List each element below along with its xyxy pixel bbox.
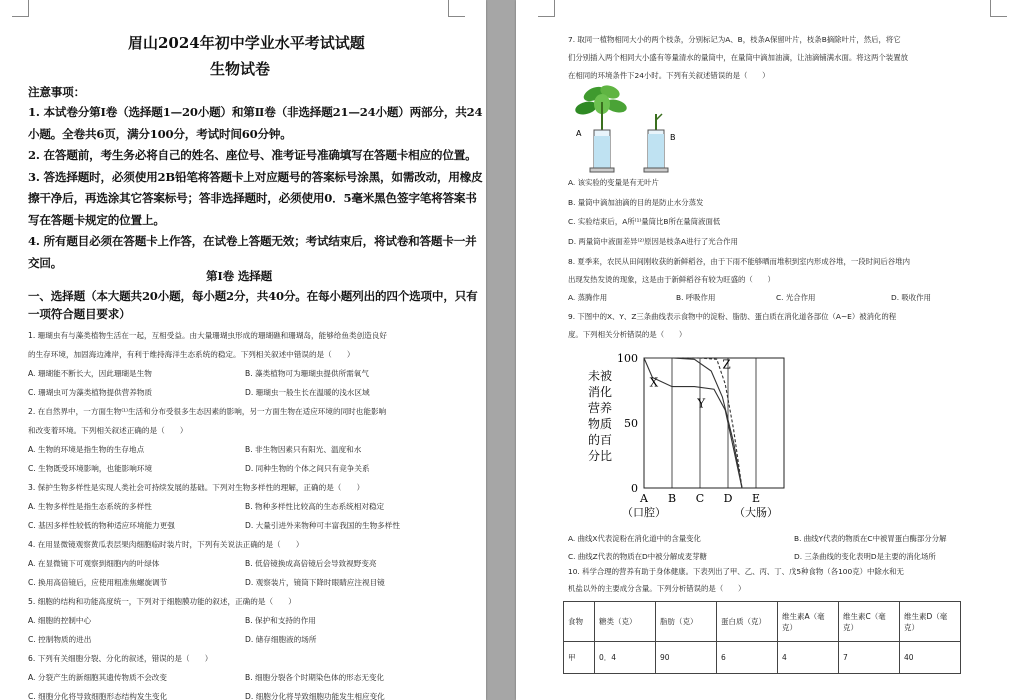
question-stem-line: 度。下列相关分析错误的是（ ） — [568, 330, 687, 339]
option-text: D. 细胞分化将导致细胞功能发生相应变化 — [245, 692, 385, 700]
option-text: B. 呼吸作用 — [676, 293, 716, 302]
table-cell: 维生素A（毫克） — [778, 602, 839, 642]
option-text: B. 藻类植物可为珊瑚虫提供所需氧气 — [245, 369, 369, 378]
right-page — [516, 0, 1024, 700]
option-text: A. 细胞的控制中心 — [28, 616, 92, 625]
x-tick-label: A — [640, 492, 648, 505]
table-cell: 7 — [839, 642, 900, 674]
option-text: B. 物种多样性比较高的生态系统相对稳定 — [245, 502, 385, 511]
question-stem-line: 出现发热发烫的现象，这是由于新鲜稻谷有较为旺盛的（ ） — [568, 275, 775, 284]
table-cell: 90 — [656, 642, 717, 674]
table-cell: 糖类（克） — [595, 602, 656, 642]
option-text: A. 生物多样性是指生态系统的多样性 — [28, 502, 152, 511]
question-stem-line: 9. 下图中的X、Y、Z三条曲线表示食物中的淀粉、脂肪、蛋白质在消化道各部位（A~E）被消化的程 — [568, 312, 897, 321]
notice-line: 写在答题卡规定的位置上。 — [28, 212, 165, 227]
cylinder-a — [590, 130, 614, 172]
option-text: B. 保护和支持的作用 — [245, 616, 316, 625]
table-cell: 维生素D（毫克） — [900, 602, 961, 642]
y-axis-label: 物质 — [587, 417, 613, 431]
crop-mark — [12, 0, 29, 17]
option-text: A. 曲线X代表淀粉在消化道中的含量变化 — [568, 534, 701, 543]
x-category-note: （大肠） — [734, 506, 778, 519]
question-stem-line: 8. 夏季来，农民从田间刚收获的新鲜稻谷，由于下雨不能够晒而堆积到室内形成谷堆，一段时间后谷堆内 — [568, 257, 910, 266]
option-text: B. 细胞分裂各个时期染色体的形态无变化 — [245, 673, 385, 682]
option-text: C. 控制物质的进出 — [28, 635, 92, 644]
option-text: C. 光合作用 — [776, 293, 816, 302]
part-instruction-line: 一、选择题（本大题共20小题，每小题2分，共40分。在每小题列出的四个选项中，只有 — [28, 289, 478, 303]
option-text: A. 珊瑚能不断长大，因此珊瑚是生物 — [28, 369, 152, 378]
notice-line: 交回。 — [28, 255, 63, 270]
notice-line: 小题。全卷共6页，满分100分，考试时间60分钟。 — [28, 126, 292, 141]
digestion-chart — [572, 346, 822, 522]
x-tick-label: E — [751, 492, 761, 505]
crop-mark — [990, 0, 1007, 17]
cylinder-b — [644, 130, 668, 172]
x-tick-label: C — [695, 492, 705, 505]
section-title: 第Ⅰ卷 选择题 — [206, 269, 273, 283]
crop-mark — [448, 0, 465, 17]
question-stem-line: 们分别插入两个相同大小盛有等量清水的量筒中，在量筒中滴加油滴，让油滴铺满水面。将这两个装置放 — [568, 53, 908, 62]
table-row — [564, 602, 961, 642]
option-text: B. 非生物因素只有阳光、温度和水 — [245, 445, 362, 454]
notice-line: 2. 在答题前，考生务必将自己的姓名、座位号、准考证号准确填写在答题卡相应的位置。 — [28, 148, 477, 162]
option-text: D. 珊瑚虫一般生长在温暖的浅水区域 — [245, 388, 370, 397]
y-tick-label: 0 — [631, 482, 638, 495]
y-axis-label: 的百 — [587, 433, 613, 447]
y-axis-label: 分比 — [587, 449, 613, 463]
option-text: C. 细胞分化将导致细胞形态结构发生变化 — [28, 692, 168, 700]
food-table — [563, 601, 961, 674]
experiment-illustration — [572, 84, 692, 176]
series-line-z — [644, 358, 742, 488]
notice-line: 4. 所有题目必须在答题卡上作答，在试卷上答题无效；考试结束后，将试卷和答题卡一并 — [28, 234, 477, 248]
question-stem-line: 机盐以外的主要成分含量。下列分析错误的是（ ） — [568, 584, 746, 593]
question-stem-line: 10. 科学合理的营养有助于身体健康。下表列出了甲、乙、丙、丁、戊5种食物（各100克）中除水和无 — [568, 567, 904, 576]
question-stem-line: 6. 下列有关细胞分裂、分化的叙述，错误的是（ ） — [28, 654, 213, 663]
option-text: A. 蒸腾作用 — [568, 293, 608, 302]
option-text: D. 同种生物的个体之间只有竞争关系 — [245, 464, 370, 473]
option-text: C. 实验结束后，A所⁽¹⁾量筒比B所在量筒液面低 — [568, 217, 721, 226]
y-axis-label: 营养 — [587, 401, 613, 415]
cylinder-b-label: B — [670, 133, 676, 142]
x-category-note: （口腔） — [622, 506, 666, 519]
table-cell: 食物 — [564, 602, 595, 642]
question-stem-line: 在相同的环境条件下24小时。下列有关叙述错误的是（ ） — [568, 71, 770, 80]
question-stem-line: 1. 珊瑚虫有与藻类植物生活在一起，互相受益。由大量珊瑚虫形成的珊瑚礁和珊瑚岛，能够给鱼类创造良好 — [28, 331, 387, 340]
table-cell: 4 — [778, 642, 839, 674]
option-text: C. 基因多样性较低的物种适应环境能力更强 — [28, 521, 175, 530]
question-stem-line: 的生存环境，加固海边滩岸，有利于维持海洋生态系统的稳定。下列相关叙述中错误的是（ ） — [28, 350, 355, 359]
option-text: D. 吸收作用 — [891, 293, 931, 302]
x-tick-label: B — [667, 492, 677, 505]
option-text: C. 换用高倍镜后，应使用粗准焦螺旋调节 — [28, 578, 168, 587]
option-text: D. 两量筒中液面差异⁽²⁾原因是枝条A进行了光合作用 — [568, 236, 738, 246]
x-tick-label: D — [723, 492, 733, 505]
notice-line: 擦干净后，再选涂其它答案标号；答非选择题时，必须使用0．5毫米黑色签字笔将答案书 — [28, 191, 477, 205]
option-text: C. 生物既受环境影响，也能影响环境 — [28, 464, 153, 473]
option-text: D. 观察装片，镜筒下降时眼睛应注视目镜 — [245, 578, 385, 587]
table-cell: 0．4 — [595, 642, 656, 674]
table-cell: 脂肪（克） — [656, 602, 717, 642]
series-line-x — [644, 358, 742, 488]
option-text: B. 曲线Y代表的物质在C中被胃蛋白酶部分分解 — [794, 534, 947, 543]
series-line-y — [644, 358, 742, 488]
option-text: A. 生物的环境是指生物的生存地点 — [28, 445, 145, 454]
part-instruction-line: 一项符合题目要求） — [28, 307, 131, 321]
y-tick-label: 50 — [624, 417, 638, 430]
y-tick-label: 100 — [617, 352, 638, 365]
option-text: D. 储存细胞液的场所 — [245, 635, 317, 644]
y-axis-label: 未被 — [587, 369, 613, 383]
series-label: X — [649, 375, 659, 390]
y-axis-label: 消化 — [587, 385, 613, 399]
question-stem-line: 2. 在自然界中，一方面生物⁽¹⁾生活和分布受很多生态因素的影响，另一方面生物在适应环境的同时也能影响 — [28, 407, 387, 416]
notice-line: 1. 本试卷分第Ⅰ卷（选择题1—20小题）和第Ⅱ卷（非选择题21—24小题）两部分，共24 — [28, 105, 483, 119]
option-text: B. 量筒中滴加油滴的目的是防止水分蒸发 — [568, 197, 704, 207]
table-cell: 40 — [900, 642, 961, 674]
option-text: B. 低倍镜换成高倍镜后会导致视野变亮 — [245, 559, 377, 568]
option-text: A. 在显微镜下可观察到细胞内的叶绿体 — [28, 559, 160, 568]
option-text: A. 该实验的变量是有无叶片 — [568, 178, 659, 187]
question-stem-line: 和改变着环境。下列相关叙述正确的是（ ） — [28, 426, 188, 435]
exam-title: 眉山2024年初中学业水平考试试题 — [128, 34, 365, 52]
cylinder-a-label: A — [576, 129, 582, 138]
table-cell: 维生素C（毫克） — [839, 602, 900, 642]
option-text: D. 三条曲线的变化表明D是主要的消化场所 — [794, 552, 936, 561]
table-cell: 6 — [717, 642, 778, 674]
option-text: C. 珊瑚虫可为藻类植物提供营养物质 — [28, 388, 153, 397]
series-label: Z — [722, 357, 731, 372]
option-text: C. 曲线Z代表的物质在D中被分解成麦芽糖 — [568, 552, 707, 561]
crop-mark — [538, 0, 555, 17]
question-stem-line: 3. 保护生物多样性是实现人类社会可持续发展的基础。下列对生物多样性的理解，正确的是（ ） — [28, 483, 365, 492]
question-stem-line: 4. 在用显微镜观察黄瓜表层果肉细胞临时装片时，下列有关说法正确的是（ ） — [28, 540, 304, 549]
left-page — [0, 0, 486, 700]
question-stem-line: 7. 取同一植物相同大小的两个枝条，分别标记为A、B，枝条A保留叶片，枝条B摘除叶片，然后，将它 — [568, 35, 901, 44]
option-text: D. 大量引进外来物种可丰富我国的生物多样性 — [245, 521, 400, 530]
table-row — [564, 642, 961, 674]
notice-heading: 注意事项： — [28, 85, 85, 99]
series-label: Y — [697, 396, 706, 411]
table-cell: 蛋白质（克） — [717, 602, 778, 642]
notice-line: 3. 答选择题时，必须使用2B铅笔将答题卡上对应题号的答案标号涂黑，如需改动，用橡皮 — [28, 169, 483, 184]
question-stem-line: 5. 细胞的结构和功能高度统一，下列对于细胞膜功能的叙述，正确的是（ ） — [28, 597, 296, 606]
table-cell: 甲 — [564, 642, 595, 674]
option-text: A. 分裂产生的新细胞其遗传物质不会改变 — [28, 673, 167, 682]
exam-subtitle: 生物试卷 — [210, 60, 271, 78]
